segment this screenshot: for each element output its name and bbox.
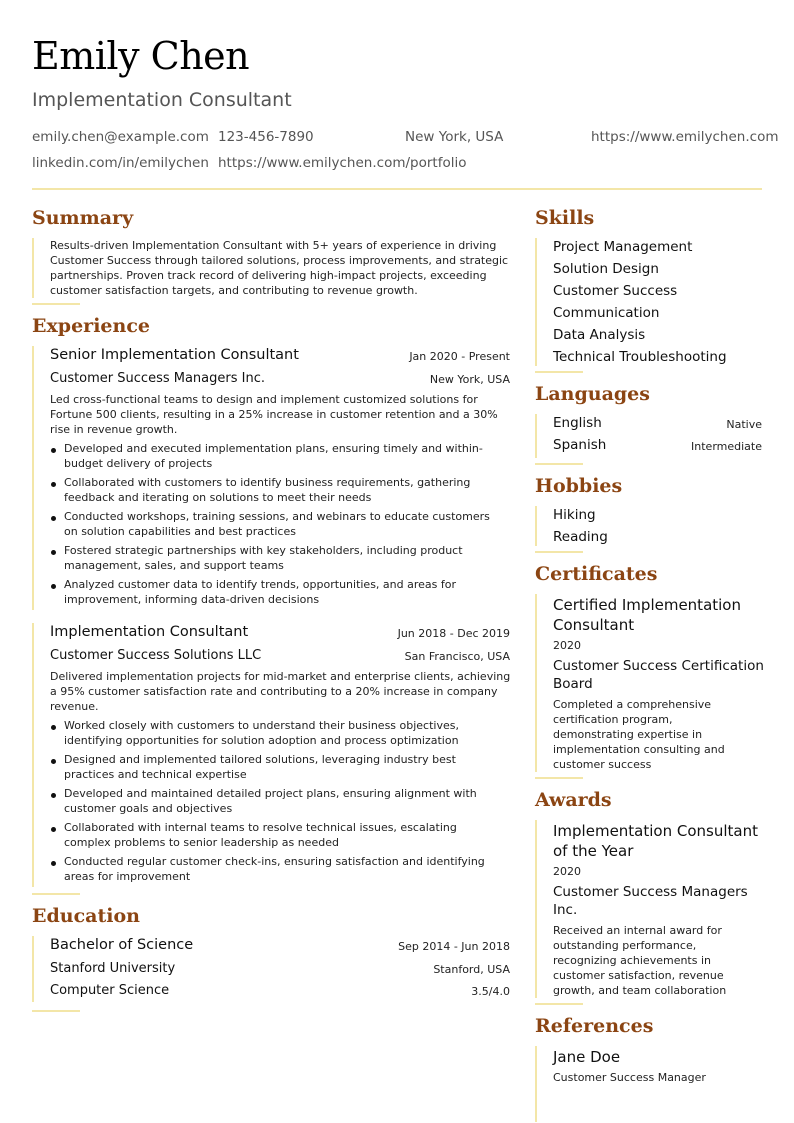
linkedin-link[interactable]: linkedin.com/in/emilychen <box>32 155 209 171</box>
education-underline <box>32 1010 80 1012</box>
skills-heading: Skills <box>535 207 595 229</box>
job-2-company: Customer Success Solutions LLC <box>50 648 262 663</box>
job-2-title: Implementation Consultant <box>50 624 249 640</box>
hobbies-underline <box>535 551 583 553</box>
skill-item: Communication <box>553 305 660 321</box>
award-title: Implementation Consultant of the Year <box>553 822 758 860</box>
hobbies-accent-bar <box>535 506 537 546</box>
language-name: English <box>553 415 602 431</box>
job-2-bullet-3: Developed and maintained detailed project plans, ensuring alignment with customer goals and objectives <box>64 787 477 815</box>
header-divider <box>32 188 762 190</box>
award-description: Received an internal award for outstanding performance, recognizing achievements in customer satisfaction, revenue growth, and team collaboration <box>553 924 727 997</box>
experience-heading: Experience <box>32 315 150 337</box>
award-issuer: Customer Success Managers Inc. <box>553 884 748 918</box>
job-1-bullet-5: Analyzed customer data to identify trends, opportunities, and areas for improvement, informing data-driven decisions <box>64 578 456 606</box>
bullet-dot <box>51 861 56 866</box>
bullet-dot <box>51 827 56 832</box>
certificate-description: Completed a comprehensive certification program, demonstrating expertise in implementation consulting and customer success <box>553 698 725 771</box>
hobby-item: Hiking <box>553 507 596 523</box>
certificate-issuer: Customer Success Certification Board <box>553 658 764 692</box>
bullet-dot <box>51 448 56 453</box>
education-degree: Bachelor of Science <box>50 937 194 953</box>
email-link[interactable]: emily.chen@example.com <box>32 129 209 145</box>
job-1-company: Customer Success Managers Inc. <box>50 371 265 386</box>
languages-heading: Languages <box>535 383 650 405</box>
job-1-title: Senior Implementation Consultant <box>50 347 299 363</box>
skills-accent-bar <box>535 238 537 366</box>
certificate-year: 2020 <box>553 639 581 652</box>
bullet-dot <box>51 793 56 798</box>
job-1-bullet-2: Collaborated with customers to identify business requirements, gathering feedback and iterating on solutions to meet their needs <box>64 476 471 504</box>
summary-text: Results-driven Implementation Consultant with 5+ years of experience in driving Customer Success through tailored solutions, process improvements, and strategic partnerships. Proven track record of delivering high-impact projects, exceeding customer satisfaction targets, and contributing to revenue growth. <box>50 239 509 297</box>
award-year: 2020 <box>553 865 581 878</box>
languages-accent-bar <box>535 414 537 458</box>
awards-accent-bar <box>535 820 537 998</box>
candidate-name: Emily Chen <box>32 34 250 78</box>
job-2-bullet-4: Collaborated with internal teams to resolve technical issues, escalating complex problems to senior leadership as needed <box>64 821 457 849</box>
education-school: Stanford University <box>50 961 176 976</box>
bullet-dot <box>51 482 56 487</box>
education-location: Stanford, USA <box>433 963 510 976</box>
hobbies-heading: Hobbies <box>535 475 623 497</box>
reference-role: Customer Success Manager <box>553 1071 706 1084</box>
job-2-bullet-5: Conducted regular customer check-ins, ensuring satisfaction and identifying areas for improvement <box>64 855 485 883</box>
education-field: Computer Science <box>50 983 170 998</box>
skill-item: Technical Troubleshooting <box>553 349 727 365</box>
portfolio-link[interactable]: https://www.emilychen.com/portfolio <box>218 155 467 171</box>
experience-underline <box>32 893 80 895</box>
job-2-description: Delivered implementation projects for mid-market and enterprise clients, achieving a 95% customer satisfaction rate and contributing to a 20% increase in company revenue. <box>50 670 511 713</box>
job-1-description: Led cross-functional teams to design and implement customized solutions for Fortune 500 clients, resulting in a 25% increase in customer retention and a 30% rise in revenue growth. <box>50 393 498 436</box>
website-link[interactable]: https://www.emilychen.com <box>591 129 779 145</box>
references-heading: References <box>535 1015 654 1037</box>
language-level: Intermediate <box>691 440 762 453</box>
bullet-dot <box>51 725 56 730</box>
awards-heading: Awards <box>535 789 612 811</box>
skill-item: Project Management <box>553 239 693 255</box>
job-1-bullet-4: Fostered strategic partnerships with key stakeholders, including product management, sales, and support teams <box>64 544 463 572</box>
languages-underline <box>535 463 583 465</box>
education-accent-bar <box>32 936 34 1002</box>
job-1-bullet-3: Conducted workshops, training sessions, and webinars to educate customers on solution capabilities and best practices <box>64 510 490 538</box>
language-level: Native <box>726 418 762 431</box>
summary-underline <box>32 303 80 305</box>
job-1-bullet-1: Developed and executed implementation plans, ensuring timely and within-budget delivery of projects <box>64 442 483 470</box>
education-heading: Education <box>32 905 140 927</box>
references-accent-bar <box>535 1046 537 1122</box>
phone-number[interactable]: 123-456-7890 <box>218 129 314 145</box>
language-name: Spanish <box>553 437 607 453</box>
job-2-accent-bar <box>32 623 34 887</box>
job-title-headline: Implementation Consultant <box>32 89 292 111</box>
certificates-heading: Certificates <box>535 563 658 585</box>
job-2-bullet-2: Designed and implemented tailored solutions, leveraging industry best practices and technical expertise <box>64 753 456 781</box>
job-2-bullet-1: Worked closely with customers to understand their business objectives, identifying opportunities for solution adoption and process optimization <box>64 719 459 747</box>
education-dates: Sep 2014 - Jun 2018 <box>398 940 510 953</box>
location: New York, USA <box>405 129 504 145</box>
job-2-dates: Jun 2018 - Dec 2019 <box>397 627 510 640</box>
skill-item: Solution Design <box>553 261 659 277</box>
reference-name: Jane Doe <box>553 1048 621 1066</box>
summary-heading: Summary <box>32 207 134 229</box>
certificates-accent-bar <box>535 594 537 772</box>
bullet-dot <box>51 759 56 764</box>
education-gpa: 3.5/4.0 <box>471 985 510 998</box>
job-1-dates: Jan 2020 - Present <box>409 350 510 363</box>
hobby-item: Reading <box>553 529 608 545</box>
bullet-dot <box>51 584 56 589</box>
certificates-underline <box>535 777 583 779</box>
bullet-dot <box>51 550 56 555</box>
skills-underline <box>535 371 583 373</box>
job-2-location: San Francisco, USA <box>404 650 510 663</box>
skill-item: Data Analysis <box>553 327 646 343</box>
job-1-location: New York, USA <box>429 373 510 386</box>
bullet-dot <box>51 516 56 521</box>
awards-underline <box>535 1003 583 1005</box>
summary-accent-bar <box>32 238 34 298</box>
job-1-accent-bar <box>32 346 34 610</box>
certificate-title: Certified Implementation Consultant <box>553 596 741 634</box>
skill-item: Customer Success <box>553 283 678 299</box>
